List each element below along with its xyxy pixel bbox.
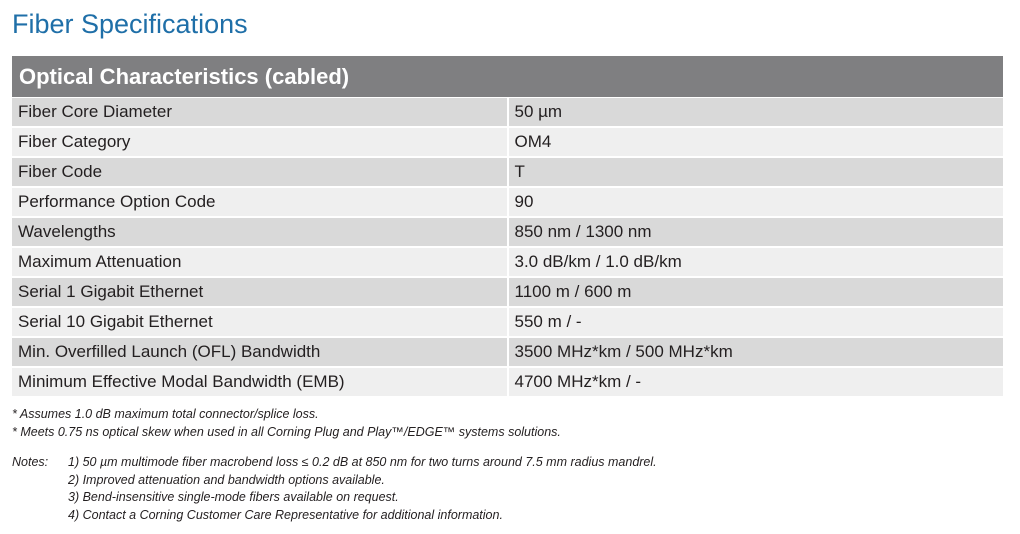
spec-label: Wavelengths (12, 217, 508, 247)
table-row (12, 98, 1003, 128)
table-row (12, 157, 1003, 187)
spec-label: Performance Option Code (12, 187, 508, 217)
optical-characteristics-table (12, 56, 1003, 398)
spec-value: 50 µm (508, 98, 1004, 128)
table-row (12, 247, 1003, 277)
table-header-row (12, 56, 1003, 98)
note-item: 3) Bend-insensitive single-mode fibers available on request. (68, 490, 399, 504)
spec-value: 850 nm / 1300 nm (508, 217, 1004, 247)
table-row (12, 187, 1003, 217)
spec-label: Fiber Code (12, 157, 508, 187)
table-row (12, 367, 1003, 397)
note-item: 1) 50 µm multimode fiber macrobend loss ≤ 0.2 dB at 850 nm for two turns around 7.5 mm radius mandrel. (68, 455, 657, 469)
spec-label: Fiber Category (12, 127, 508, 157)
spec-value: 1100 m / 600 m (508, 277, 1004, 307)
spec-value: 90 (508, 187, 1004, 217)
table-row (12, 337, 1003, 367)
spec-value: T (508, 157, 1004, 187)
spec-value: 550 m / - (508, 307, 1004, 337)
spec-label: Min. Overfilled Launch (OFL) Bandwidth (12, 337, 508, 367)
spec-value: OM4 (508, 127, 1004, 157)
spec-label: Serial 1 Gigabit Ethernet (12, 277, 508, 307)
spec-value: 4700 MHz*km / - (508, 367, 1004, 397)
table-row (12, 127, 1003, 157)
note-item: 4) Contact a Corning Customer Care Representative for additional information. (68, 507, 503, 522)
spec-value: 3.0 dB/km / 1.0 dB/km (508, 247, 1004, 277)
notes-label: Notes: (12, 455, 49, 469)
table-row (12, 307, 1003, 337)
spec-label: Maximum Attenuation (12, 247, 508, 277)
footnote: * Assumes 1.0 dB maximum total connector/splice loss. (12, 407, 319, 421)
page-title: Fiber Specifications (12, 9, 248, 39)
spec-value: 3500 MHz*km / 500 MHz*km (508, 337, 1004, 367)
spec-label: Minimum Effective Modal Bandwidth (EMB) (12, 367, 508, 397)
note-item: 2) Improved attenuation and bandwidth options available. (68, 472, 385, 487)
table-row (12, 277, 1003, 307)
notes-list (68, 454, 657, 524)
spec-label: Serial 10 Gigabit Ethernet (12, 307, 508, 337)
footnote: * Meets 0.75 ns optical skew when used in all Corning Plug and Play™/EDGE™ systems solutions. (12, 425, 561, 439)
table-header: Optical Characteristics (cabled) (12, 56, 1003, 98)
footnotes (12, 405, 561, 441)
spec-label: Fiber Core Diameter (12, 98, 508, 128)
table-row (12, 217, 1003, 247)
